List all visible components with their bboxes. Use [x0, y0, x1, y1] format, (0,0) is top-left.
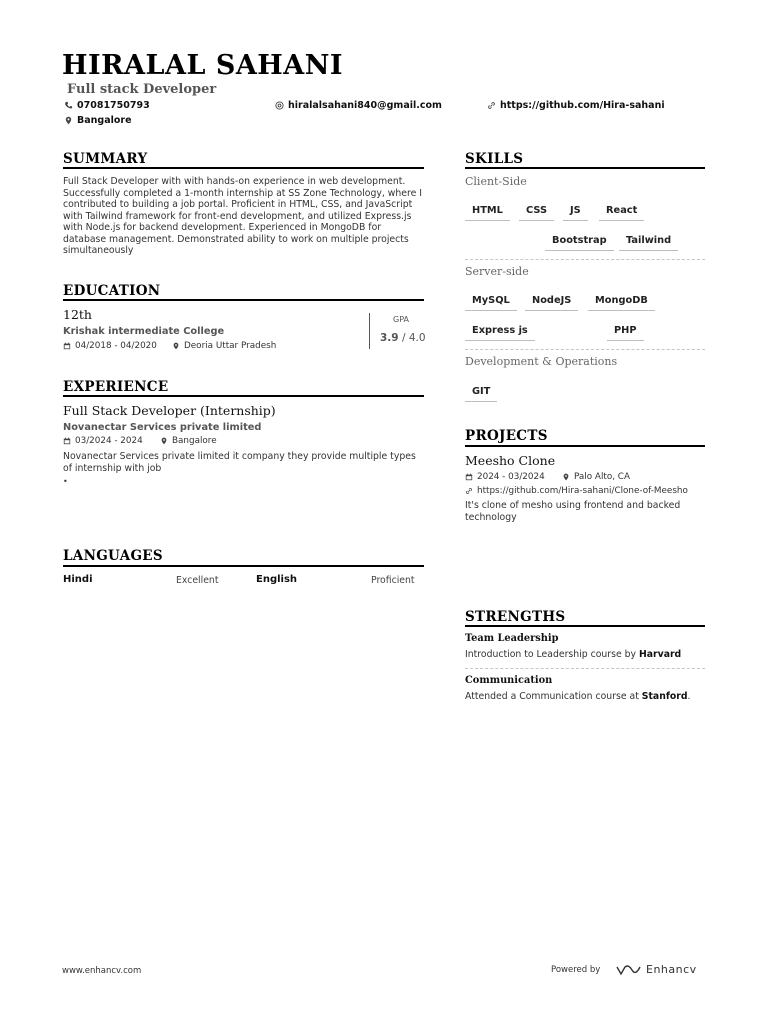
skill-tag: NodeJS [525, 295, 578, 311]
candidate-title: Full stack Developer [67, 82, 217, 97]
strength-title: Communication [465, 675, 553, 686]
education-degree: 12th [63, 307, 92, 322]
skills-devops-label: Development & Operations [465, 355, 618, 368]
project-location [562, 472, 630, 482]
experience-desc-line: of internship with job [63, 462, 162, 474]
strength-description [465, 691, 690, 703]
github-contact[interactable] [487, 100, 665, 111]
project-link-text[interactable]: https://github.com/Hira-sahani/Clone-of-Meesho [477, 486, 688, 496]
project-description [465, 500, 715, 523]
experience-dates-text: 03/2024 - 2024 [75, 436, 143, 446]
projects-heading: PROJECTS [465, 428, 548, 444]
language-level-hindi: Excellent [176, 575, 219, 586]
enhancv-logo[interactable] [616, 963, 697, 976]
gpa-max: 4.0 [408, 332, 426, 344]
experience-heading: EXPERIENCE [63, 379, 169, 395]
experience-dates [63, 436, 143, 446]
education-school: Krishak intermediate College [63, 326, 225, 337]
experience-bullet: • [63, 477, 68, 486]
skills-divider [465, 259, 705, 260]
summary-line: contributed to building a job portal. Proficient in HTML, CSS, and JavaScript [63, 199, 413, 210]
strength-institution: Harvard [639, 649, 682, 660]
summary-line: database management. Demonstrated ability to work on multiple projects [63, 233, 409, 245]
email-contact[interactable] [275, 100, 442, 111]
at-icon [275, 101, 284, 110]
github-text[interactable]: https://github.com/Hira-sahani [500, 100, 665, 111]
education-heading: EDUCATION [63, 283, 161, 299]
language-name-hindi: Hindi [63, 574, 93, 585]
enhancv-logo-text: Enhancv [646, 963, 697, 976]
project-desc-line: technology [465, 511, 517, 523]
project-title: Meesho Clone [465, 453, 556, 468]
skill-tag: MySQL [465, 295, 517, 311]
calendar-icon [63, 342, 71, 350]
location-contact [64, 115, 132, 126]
summary-text [63, 176, 433, 257]
skill-tag: React [599, 205, 644, 221]
gpa-score [380, 332, 426, 344]
summary-rule [63, 167, 424, 169]
skill-tag: CSS [519, 205, 554, 221]
skills-heading: SKILLS [465, 151, 524, 167]
skill-tag: MongoDB [588, 295, 655, 311]
experience-role: Full Stack Developer (Internship) [63, 403, 276, 418]
location-text: Bangalore [77, 115, 132, 126]
skill-tag: Tailwind [619, 235, 678, 251]
education-location [172, 341, 276, 351]
summary-line: with Tailwind framework for front-end development, and utilized Express.js [63, 210, 412, 222]
education-dates [63, 341, 157, 351]
link-icon [465, 487, 473, 495]
experience-company: Novanectar Services private limited [63, 422, 262, 433]
skill-tag: GIT [465, 386, 497, 402]
footer-url[interactable]: www.enhancv.com [62, 966, 142, 976]
location-pin-icon [160, 437, 168, 445]
project-link[interactable] [465, 486, 688, 496]
strength-desc-end: . [687, 691, 691, 702]
education-dates-text: 04/2018 - 04/2020 [75, 341, 157, 351]
gpa-label: GPA [393, 315, 409, 324]
summary-line: Successfully completed a 1-month internship at SS Zone Technology, where I [63, 187, 423, 199]
location-pin-icon [172, 342, 180, 350]
project-dates [465, 472, 545, 482]
skills-server-label: Server-side [465, 265, 529, 278]
strength-institution: Stanford [641, 691, 688, 702]
languages-heading: LANGUAGES [63, 548, 163, 564]
experience-rule [63, 395, 424, 397]
gpa-value: 3.9 [380, 332, 399, 344]
strength-desc-text: Introduction to Leadership course by [465, 649, 639, 660]
project-location-text: Palo Alto, CA [574, 472, 630, 482]
project-dates-text: 2024 - 03/2024 [477, 472, 545, 482]
education-rule [63, 299, 424, 301]
strength-description [465, 649, 681, 661]
skills-rule [465, 167, 705, 169]
strength-title: Team Leadership [465, 633, 559, 644]
gpa-separator: / [401, 332, 406, 344]
language-level-english: Proficient [371, 575, 415, 586]
skill-tag: Express js [465, 325, 535, 341]
strengths-divider [465, 668, 705, 669]
calendar-icon [465, 473, 473, 481]
link-icon [487, 101, 496, 110]
strengths-heading: STRENGTHS [465, 609, 566, 625]
summary-heading: SUMMARY [63, 151, 148, 167]
summary-line: Full Stack Developer with with hands-on experience in web development. [63, 176, 406, 187]
education-location-text: Deoria Uttar Pradesh [184, 341, 277, 351]
skill-tag: PHP [607, 325, 644, 341]
skill-tag: HTML [465, 205, 510, 221]
gpa-divider [369, 313, 370, 349]
candidate-name: HIRALAL SAHANI [62, 50, 344, 81]
experience-location-text: Bangalore [172, 436, 217, 446]
footer-powered-by: Powered by [551, 965, 601, 975]
project-desc-line: It's clone of mesho using frontend and backed [465, 500, 681, 511]
experience-location [160, 436, 217, 446]
language-name-english: English [256, 574, 298, 585]
strengths-rule [465, 625, 705, 627]
enhancv-logo-icon [616, 964, 641, 976]
experience-description [63, 451, 433, 474]
phone-icon [64, 101, 73, 110]
skills-client-label: Client-Side [465, 175, 527, 188]
location-pin-icon [64, 116, 73, 125]
strength-desc-text: Attended a Communication course at [465, 691, 642, 702]
phone-text: 07081750793 [77, 100, 150, 111]
summary-line: with Node.js for backend development. Experienced in MongoDB for [63, 222, 382, 233]
summary-line: simultaneously [63, 245, 134, 256]
skill-tag: JS [563, 205, 588, 221]
email-text[interactable]: hiralalsahani840@gmail.com [288, 100, 442, 111]
calendar-icon [63, 437, 71, 445]
languages-rule [63, 565, 424, 567]
skills-divider [465, 349, 705, 350]
experience-desc-line: Novanectar Services private limited it company they provide multiple types [63, 451, 416, 462]
location-pin-icon [562, 473, 570, 481]
skill-tag: Bootstrap [545, 235, 614, 251]
phone-contact [64, 100, 150, 111]
projects-rule [465, 445, 705, 447]
